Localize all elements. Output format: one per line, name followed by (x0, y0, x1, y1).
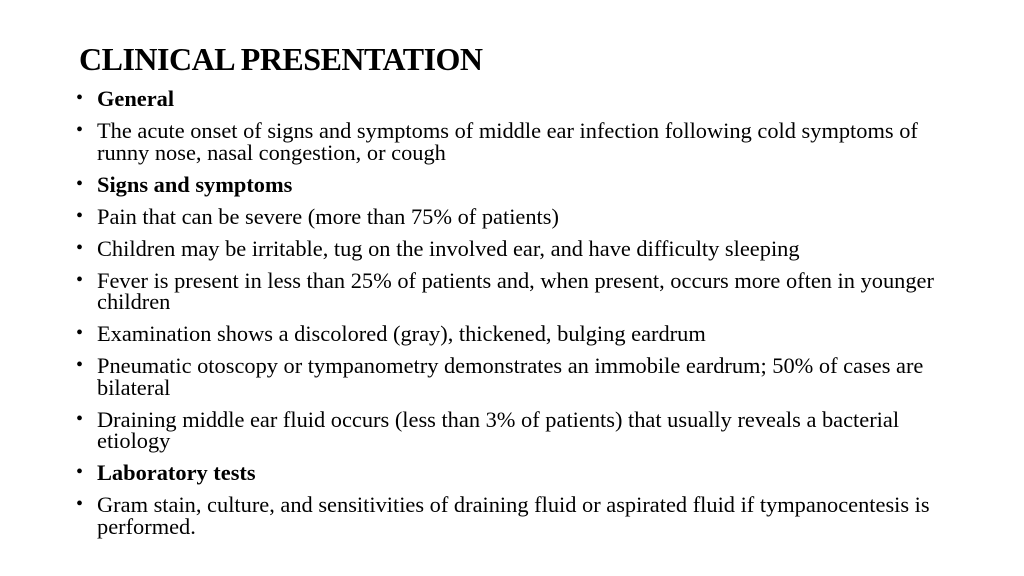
bullet-item (76, 171, 956, 197)
bullet-text: Pneumatic otoscopy or tympanometry demonstrates an immobile eardrum; 50% of cases are bilateral (97, 353, 924, 400)
bullet-text: Draining middle ear fluid occurs (less than 3% of patients) that usually reveals a bacterial etiology (97, 406, 900, 453)
bullet-icon: • (76, 236, 84, 259)
bullet-text: Laboratory tests (97, 460, 256, 485)
bullet-item (76, 235, 956, 261)
bullet-text: Signs and symptoms (97, 171, 293, 197)
bullet-item (76, 355, 956, 398)
bullet-item (76, 267, 956, 314)
bullet-icon: • (76, 119, 84, 141)
bullet-text: Pain that can be severe (more than 75% of patients) (97, 203, 559, 229)
bullet-text: The acute onset of signs and symptoms of middle ear infection following cold symptoms of runny nose, nasal congestion, or cough (97, 118, 918, 165)
bullet-icon: • (76, 354, 84, 376)
bullet-icon: • (76, 407, 84, 430)
bullet-icon: • (76, 493, 84, 515)
bullet-text: Examination shows a discolored (gray), thickened, bulging eardrum (97, 321, 706, 346)
bullet-item (76, 323, 956, 345)
bullet-item (76, 203, 956, 229)
bullet-icon: • (76, 204, 84, 227)
bullet-text: General (97, 86, 175, 111)
slide-title: CLINICAL PRESENTATION (79, 41, 483, 77)
bullet-icon: • (76, 87, 84, 109)
bullet-item (76, 406, 956, 453)
bullet-text: Children may be irritable, tug on the involved ear, and have difficulty sleeping (97, 235, 800, 261)
bullet-icon: • (76, 322, 84, 344)
bullet-item (76, 494, 956, 537)
bullet-text: Gram stain, culture, and sensitivities of draining fluid or aspirated fluid if tympanocentesis is performed. (97, 492, 930, 539)
bullet-item (76, 462, 956, 484)
bullet-text: Fever is present in less than 25% of patients and, when present, occurs more often in younger children (97, 267, 934, 314)
bullet-list (76, 88, 956, 548)
bullet-icon: • (76, 268, 84, 291)
bullet-item (76, 120, 956, 163)
bullet-item (76, 88, 956, 110)
bullet-icon: • (76, 461, 84, 483)
bullet-icon: • (76, 172, 84, 195)
